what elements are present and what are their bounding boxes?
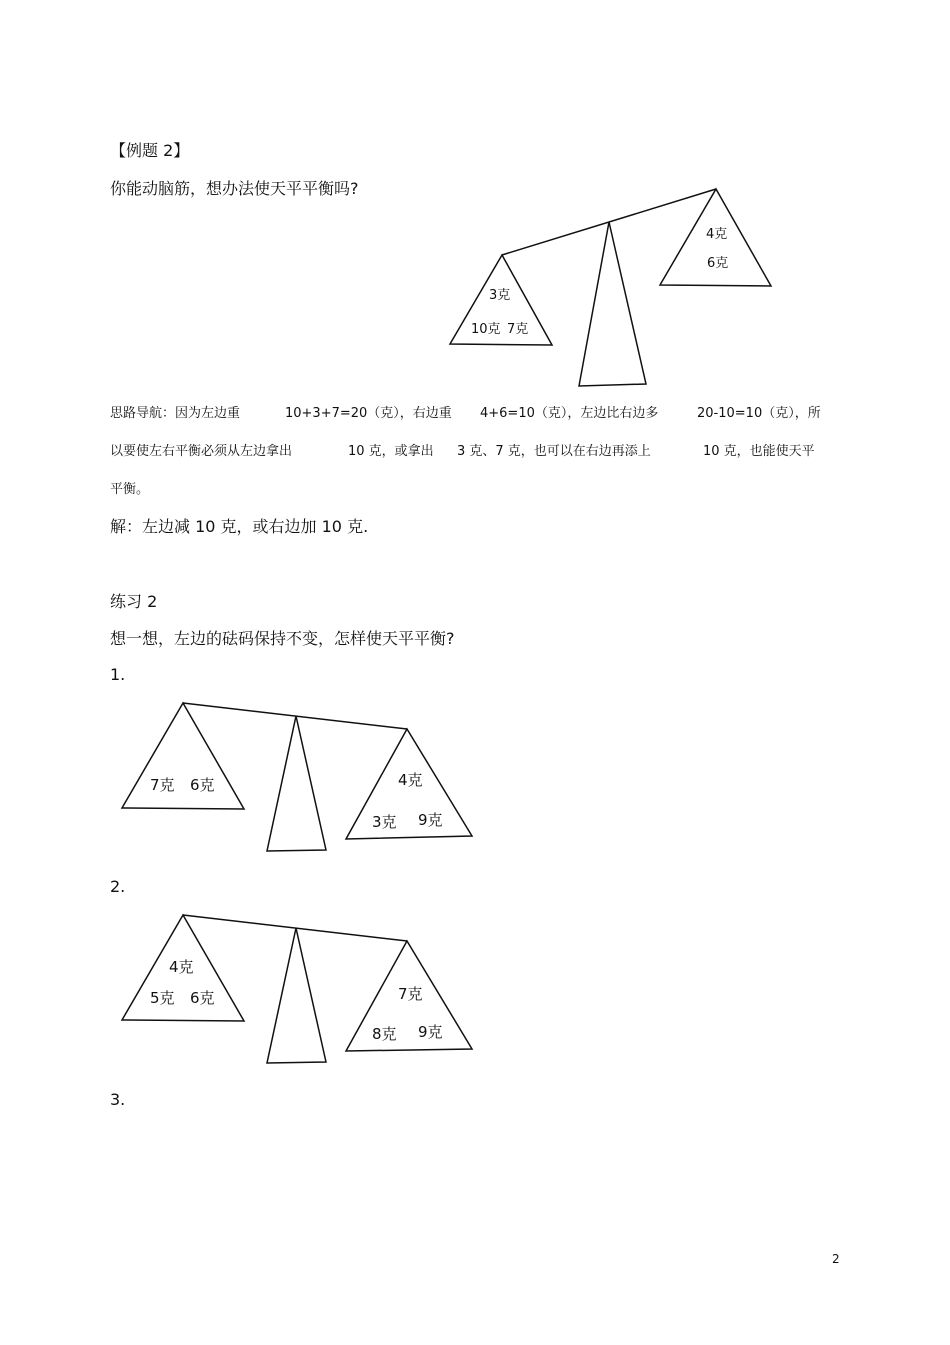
example-heading: 【例题 2】 xyxy=(110,141,190,160)
scale-beam xyxy=(183,703,407,729)
answer: 解：左边减 10 克，或右边加 10 克. xyxy=(110,517,369,536)
weight-label: 9克 xyxy=(418,1023,443,1041)
left-pan xyxy=(122,703,244,809)
weight-label: 4克 xyxy=(706,227,728,242)
weight-label: 9克 xyxy=(418,811,443,829)
scale-beam xyxy=(183,915,407,941)
exercise-item-label: 3. xyxy=(110,1090,126,1109)
weight-label: 6克 xyxy=(707,256,729,271)
example-question: 你能动脑筋，想办法使天平平衡吗? xyxy=(110,179,359,198)
exercise-2-balance-scale xyxy=(115,905,480,1075)
weight-label: 6克 xyxy=(190,776,215,794)
scale-stand xyxy=(267,928,326,1063)
scale-stand xyxy=(579,222,646,386)
exercise-item-label: 2. xyxy=(110,877,126,896)
scale-stand xyxy=(267,716,326,851)
weight-label: 3克 xyxy=(372,813,397,831)
page-number: 2 xyxy=(832,1252,840,1266)
weight-label: 6克 xyxy=(190,989,215,1007)
hint-line-3: 平衡。 xyxy=(110,482,150,497)
exercise-item-label: 1. xyxy=(110,665,126,684)
weight-label: 7克 xyxy=(150,776,175,794)
weight-label: 4克 xyxy=(398,771,423,789)
weight-label: 10克 xyxy=(471,322,501,337)
exercise-heading: 练习 2 xyxy=(110,592,158,611)
weight-label: 5克 xyxy=(150,989,175,1007)
exercise-1-balance-scale xyxy=(115,695,480,860)
weight-label: 7克 xyxy=(398,985,423,1003)
example-balance-scale xyxy=(440,180,780,392)
exercise-question: 想一想，左边的砝码保持不变，怎样使天平平衡? xyxy=(110,629,455,648)
weight-label: 8克 xyxy=(372,1025,397,1043)
weight-label: 3克 xyxy=(489,288,511,303)
weight-label: 4克 xyxy=(169,958,194,976)
weight-label: 7克 xyxy=(507,322,529,337)
